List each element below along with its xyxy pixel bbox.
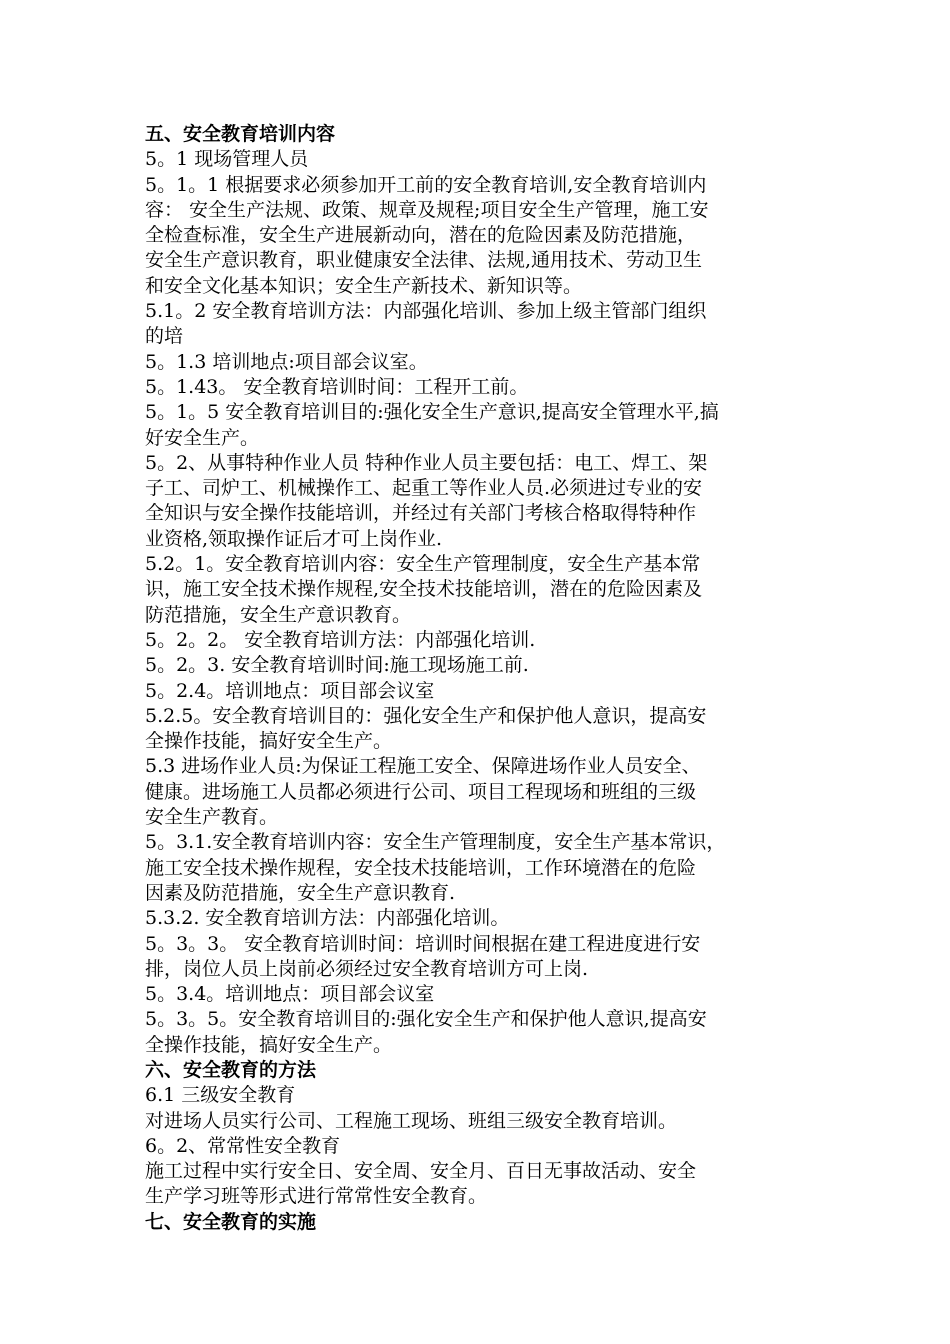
text-line: 5。3。3。 安全教育培训时间：培训时间根据在建工程进度进行安 [145, 932, 701, 955]
text-line: 排，岗位人员上岗前必须经过安全教育培训方可上岗. [145, 957, 589, 980]
text-line: 和安全文化基本知识；安全生产新技术、新知识等。 [145, 274, 583, 297]
text-line: 因素及防范措施，安全生产意识教育. [145, 881, 456, 904]
text-line: 6。2、常常性安全教育 [145, 1134, 341, 1157]
section-heading: 五、安全教育培训内容 [145, 123, 336, 145]
text-line: 5.3.2. 安全教育培训方法：内部强化培训。 [145, 907, 510, 930]
text-line: 5。1。5 安全教育培训目的:强化安全生产意识,提高安全管理水平,搞 [145, 401, 719, 424]
text-line: 5。1.3 培训地点:项目部会议室。 [145, 350, 428, 373]
text-line: 6.1 三级安全教育 [145, 1084, 296, 1107]
section-heading: 七、安全教育的实施 [145, 1210, 317, 1233]
text-line: 5.3 进场作业人员:为保证工程施工安全、保障进场作业人员安全、 [145, 755, 701, 778]
text-line: 5.2。1。安全教育培训内容：安全生产管理制度，安全生产基本常 [145, 553, 701, 576]
text-line: 5。2。3. 安全教育培训时间:施工现场施工前. [145, 654, 529, 677]
text-line: 5。2。2。 安全教育培训方法：内部强化培训. [145, 628, 536, 651]
text-line: 全知识与安全操作技能培训，并经过有关部门考核合格取得特种作 [145, 502, 697, 525]
text-line: 容： 安全生产法规、政策、规章及规程;项目安全生产管理，施工安 [145, 198, 709, 221]
text-line: 健康。进场施工人员都必须进行公司、项目工程现场和班组的三级 [145, 780, 697, 803]
text-line: 5。2.4。培训地点：项目部会议室 [145, 679, 435, 702]
text-line: 安全生产意识教育，职业健康安全法律、法规,通用技术、劳动卫生 [145, 249, 703, 272]
text-line: 5。1。1 根据要求必须参加开工前的安全教育培训,安全教育培训内 [145, 173, 707, 196]
text-line: 全操作技能，搞好安全生产。 [145, 1033, 393, 1056]
text-line: 对进场人员实行公司、工程施工现场、班组三级安全教育培训。 [145, 1109, 678, 1132]
text-line: 的培 [145, 325, 184, 348]
text-line: 5。2、从事特种作业人员 特种作业人员主要包括：电工、焊工、架 [145, 451, 708, 474]
document-page [145, 122, 813, 1235]
text-line: 5。1 现场管理人员 [145, 148, 309, 171]
text-line: 全检查标准，安全生产进展新动向，潜在的危险因素及防范措施， [145, 224, 697, 247]
text-line: 5。1.43。 安全教育培训时间：工程开工前。 [145, 375, 529, 398]
text-line: 5.1。2 安全教育培训方法：内部强化培训、参加上级主管部门组织 [145, 300, 707, 323]
text-line: 识，施工安全技术操作规程,安全技术技能培训，潜在的危险因素及 [145, 578, 703, 601]
text-line: 施工过程中实行安全日、安全周、安全月、百日无事故活动、安全 [145, 1160, 697, 1183]
text-line: 好安全生产。 [145, 426, 260, 449]
text-line: 5.2.5。安全教育培训目的：强化安全生产和保护他人意识，提高安 [145, 704, 707, 727]
text-line: 安全生产教育。 [145, 806, 279, 829]
text-line: 施工安全技术操作规程，安全技术技能培训，工作环境潜在的危险 [145, 856, 697, 879]
text-line: 全操作技能，搞好安全生产。 [145, 730, 393, 753]
section-heading: 六、安全教育的方法 [145, 1058, 317, 1081]
text-line: 生产学习班等形式进行常常性安全教育。 [145, 1185, 488, 1208]
text-line: 业资格,领取操作证后才可上岗作业. [145, 527, 443, 550]
text-line: 子工、司炉工、机械操作工、起重工等作业人员.必须进过专业的安 [145, 477, 703, 500]
text-line: 5。3.1.安全教育培训内容：安全生产管理制度，安全生产基本常识， [145, 831, 726, 854]
text-line: 5。3。5。安全教育培训目的:强化安全生产和保护他人意识,提高安 [145, 1008, 707, 1031]
text-line: 防范措施，安全生产意识教育。 [145, 603, 412, 626]
text-line: 5。3.4。培训地点：项目部会议室 [145, 983, 435, 1006]
